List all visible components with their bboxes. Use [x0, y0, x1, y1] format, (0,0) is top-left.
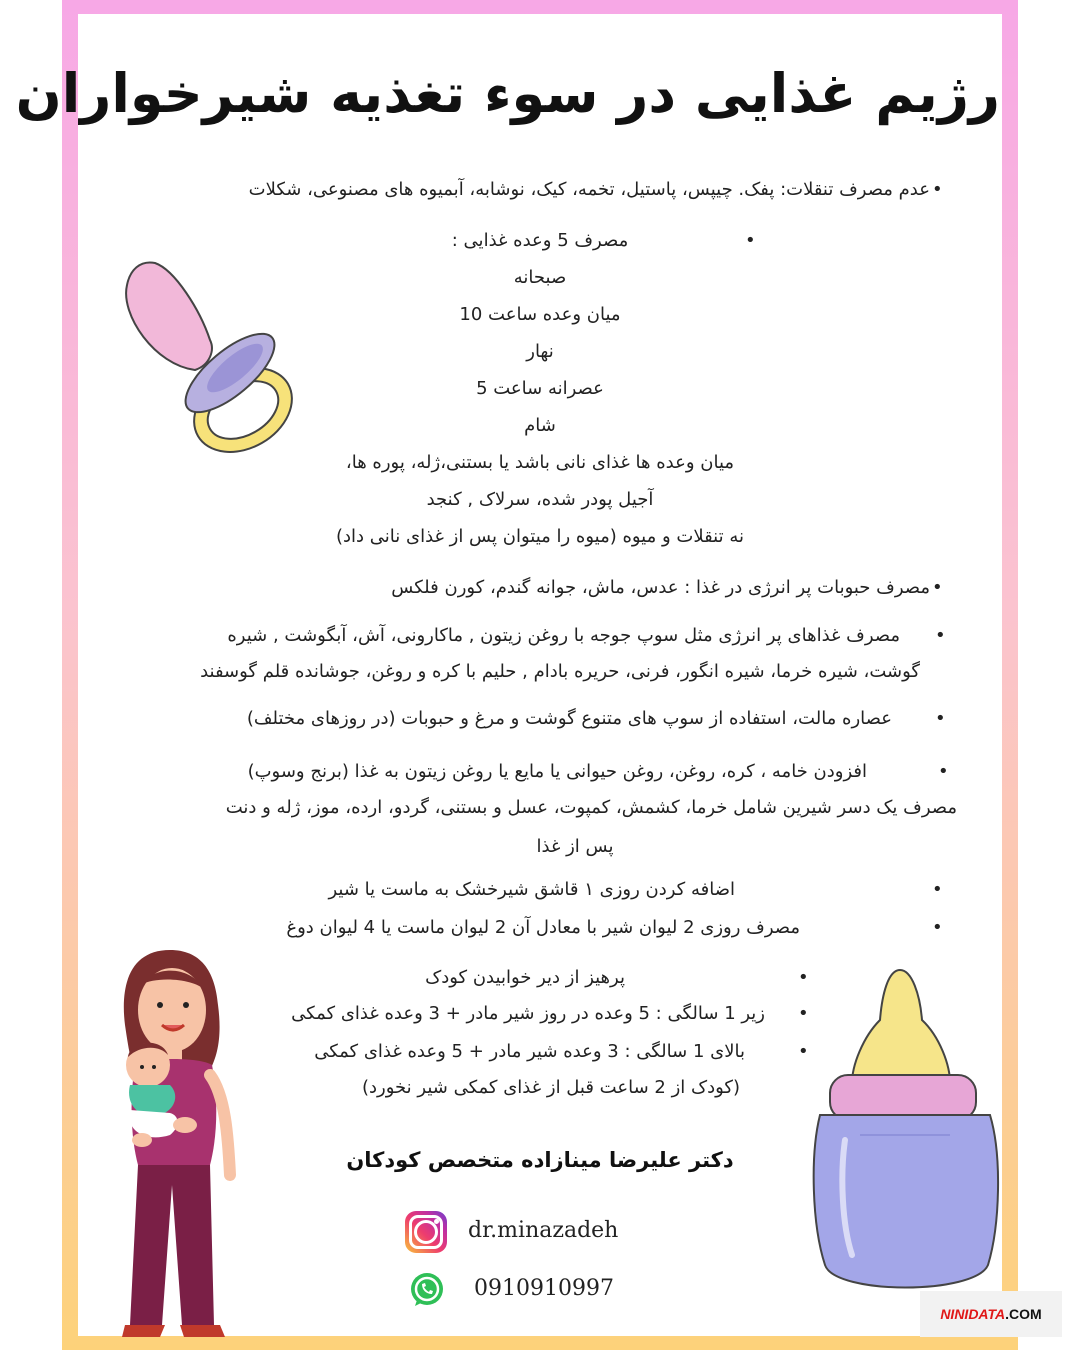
meal-morning-snack: میان وعده ساعت 10	[459, 304, 621, 325]
list-item-energy-foods-1: مصرف غذاهای پر انرژی مثل سوپ جوجه با روغن زیتون , ماکارونی، آش، آبگوشت , شیره	[227, 625, 900, 646]
meal-dinner: شام	[524, 415, 556, 436]
page-title: رژیم غذایی در سوء تغذیه شیرخواران	[15, 62, 1000, 125]
bullet-dot: •	[932, 179, 943, 200]
bullet-dot: •	[932, 879, 943, 900]
bullet-dot: •	[932, 577, 943, 598]
whatsapp-icon[interactable]	[407, 1270, 447, 1310]
list-item-under-one: زیر 1 سالگی : 5 وعده در روز شیر مادر + 3 وعده غذای کمکی	[291, 1003, 765, 1024]
watermark-domain: .COM	[1005, 1306, 1042, 1322]
list-item-energy-foods-2: گوشت، شیره خرما، شیره انگور، فرنی، حریره بادام , حلیم با کره و روغن، جوشانده قلم گوسفند	[200, 661, 920, 682]
list-item-over-one-note: (کودک از 2 ساعت قبل از غذای کمکی شیر نخورد)	[362, 1077, 740, 1098]
watermark-brand: NINIDATA	[940, 1306, 1006, 1322]
bullet-dot: •	[798, 1041, 809, 1062]
instagram-handle[interactable]: dr.minazadeh	[468, 1218, 619, 1243]
bullet-dot: •	[798, 1003, 809, 1024]
mother-baby-illustration	[100, 945, 250, 1340]
list-item-dessert-2: پس از غذا	[536, 836, 614, 857]
snack-note-line-2: آجیل پودر شده، سرلاک , کنجد	[426, 489, 654, 510]
bullet-dot: •	[745, 230, 756, 251]
watermark	[920, 1291, 1062, 1337]
instagram-icon[interactable]	[405, 1211, 447, 1253]
list-item-over-one: بالای 1 سالگی : 3 وعده شیر مادر + 5 وعده غذای کمکی	[314, 1041, 745, 1062]
bullet-dot: •	[935, 625, 946, 646]
list-item-sleep: پرهیز از دیر خوابیدن کودک	[425, 967, 625, 988]
meal-lunch: نهار	[526, 341, 554, 362]
list-item-snacks: عدم مصرف تنقلات: پفک. چیپس، پاستیل، تخمه، کیک، نوشابه، آبمیوه های مصنوعی، شکلات	[248, 179, 930, 200]
doctor-signature: دکتر علیرضا مینازاده متخصص کودکان	[346, 1148, 734, 1172]
list-item-dessert-1: مصرف یک دسر شیرین شامل خرما، کشمش، کمپوت، عسل و بستنی، گردو، ارده، موز، ژله و دنت	[225, 797, 957, 818]
pacifier-illustration	[115, 255, 315, 455]
list-item-milk: مصرف روزی 2 لیوان شیر با معادل آن 2 لیوان ماست یا 4 لیوان دوغ	[286, 917, 800, 938]
snack-note-line-1: میان وعده ها غذای نانی باشد یا بستنی،ژله، پوره ها،	[345, 452, 735, 473]
bullet-dot: •	[798, 967, 809, 988]
list-item-malt: عصاره مالت، استفاده از سوپ های متنوع گوشت و مرغ و حبوبات (در روزهای مختلف)	[246, 708, 892, 729]
snack-note-line-3: نه تنقلات و میوه (میوه را میتوان پس از غذای نانی داد)	[335, 526, 745, 547]
list-item-meals-heading: مصرف 5 وعده غذایی :	[451, 230, 629, 251]
bullet-dot: •	[932, 917, 943, 938]
list-item-legumes: مصرف حبوبات پر انرژی در غذا : عدس، ماش، جوانه گندم، کورن فلکس	[391, 577, 930, 598]
list-item-fats: افزودن خامه ، کره، روغن، روغن حیوانی یا مایع یا روغن زیتون به غذا (برنج وسوپ)	[247, 761, 867, 782]
bullet-dot: •	[935, 708, 946, 729]
phone-number[interactable]: 0910910997	[474, 1276, 614, 1301]
bullet-dot: •	[938, 761, 949, 782]
baby-bottle-illustration	[800, 965, 1010, 1305]
meal-afternoon-snack: عصرانه ساعت 5	[476, 378, 604, 399]
meal-breakfast: صبحانه	[513, 267, 567, 288]
list-item-milk-powder: اضافه کردن روزی ۱ قاشق شیرخشک به ماست یا شیر	[328, 879, 735, 900]
